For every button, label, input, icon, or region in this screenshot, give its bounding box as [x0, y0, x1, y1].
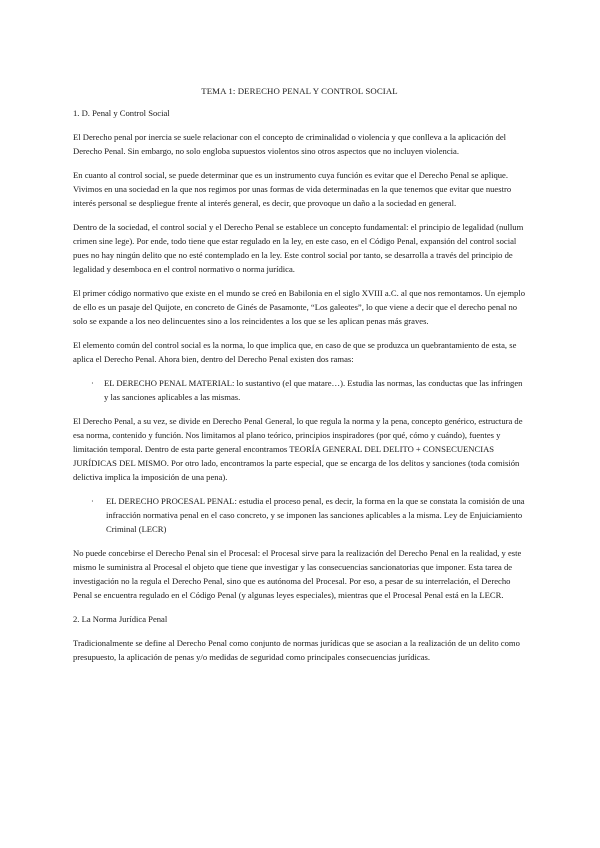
section-heading-1: 1. D. Penal y Control Social — [73, 108, 170, 118]
paragraph-3: Dentro de la sociedad, el control social y el Derecho Penal se establece un concepto fundamental: el principio de legalidad (nullum crimen sine lege). Por ende, todo tiene que estar regulado en la ley, en este caso, en el Código Penal, expansión del control social pues no hay ningún delito que no esté contemplado en la ley. Este control social por tanto, se desarrolla a través del principio de legalidad y desemboca en el control normativo o norma jurídica. — [73, 222, 524, 274]
paragraph-7: No puede concebirse el Derecho Penal sin el Procesal: el Procesal sirve para la realización del Derecho Penal en la realidad, y este mismo le suministra al Procesal el objeto que tiene que investigar y las consecuencias sancionatorias que imponer. Esta tarea de investigación no la regula el Derecho Penal, sino que es autónoma del Procesal. Por eso, a pesar de su interrelación, el Derecho Penal se encuentra regulado en el Código Penal (y algunas leyes especiales), mientras que el Procesal Penal está en la LECR. — [73, 548, 522, 600]
bullet-item-derecho-procesal — [73, 494, 526, 536]
paragraph-8: Tradicionalmente se define al Derecho Penal como conjunto de normas jurídicas que se asocian a la realización de un delito como presupuesto, la aplicación de penas y/o medidas de seguridad como principales consecuencias jurídicas. — [73, 638, 520, 662]
bullet-text: EL DERECHO PENAL MATERIAL: lo sustantivo (el que matare…). Estudia las normas, las conductas que las infringen y las sanciones aplicables a las mismas. — [104, 378, 523, 402]
paragraph-5: El elemento común del control social es la norma, lo que implica que, en caso de que se produzca un quebrantamiento de esta, se aplica el Derecho Penal. Ahora bien, dentro del Derecho Penal existen dos ramas: — [73, 340, 517, 364]
bullet-mark: · — [91, 378, 94, 388]
bullet-item-derecho-material — [73, 376, 526, 404]
paragraph-1: El Derecho penal por inercia se suele relacionar con el concepto de criminalidad o violencia y que conlleva a la aplicación del Derecho Penal. Sin embargo, no solo engloba supuestos violentos sino otros aspectos que no incluyen violencia. — [73, 132, 507, 156]
section-heading-2: 2. La Norma Jurídica Penal — [73, 614, 168, 624]
paragraph-2: En cuanto al control social, se puede determinar que es un instrumento cuya función es evitar que el Derecho Penal se aplique. Vivimos en una sociedad en la que nos regimos por unas formas de vida determinadas en la que tenemos que evitar que nuestro interés personal se despliegue frente al interés general, es decir, que provoque un daño a la sociedad en general. — [73, 170, 512, 208]
paragraph-4: El primer código normativo que existe en el mundo se creó en Babilonia en el siglo XVIII a.C. al que nos remontamos. Un ejemplo de ello es un pasaje del Quijote, en concreto de Ginés de Pasamonte, “Los galeotes”, lo que viene a decir que el derecho penal no solo se expande a los neo delincuentes sino a los reincidentes a los que se les aplican penas más graves. — [73, 288, 526, 326]
bullet-mark: · — [91, 496, 94, 506]
paragraph-6: El Derecho Penal, a su vez, se divide en Derecho Penal General, lo que regula la norma y la pena, concepto genérico, estructura de esa norma, contenido y función. Nos limitamos al plano teórico, principios inspiradores (por qué, cómo y cuándo), fuentes y limitación temporal. Dentro de esta parte general encontramos TEORÍA GENERAL DEL DELITO + CONSECUENCIAS JURÍDICAS DEL MISMO. Por otro lado, encontramos la parte especial, que se encarga de los delitos y sanciones (toda comisión delictiva implica la imposición de una pena). — [73, 416, 523, 482]
document-title: TEMA 1: DERECHO PENAL Y CONTROL SOCIAL — [201, 86, 398, 96]
bullet-text: EL DERECHO PROCESAL PENAL: estudia el proceso penal, es decir, la forma en la que se constata la comisión de una infracción normativa penal en el caso concreto, y se imponen las sanciones aplicables a la misma. Ley de Enjuiciamiento Criminal (LECR) — [106, 496, 525, 534]
document-page — [73, 84, 526, 674]
